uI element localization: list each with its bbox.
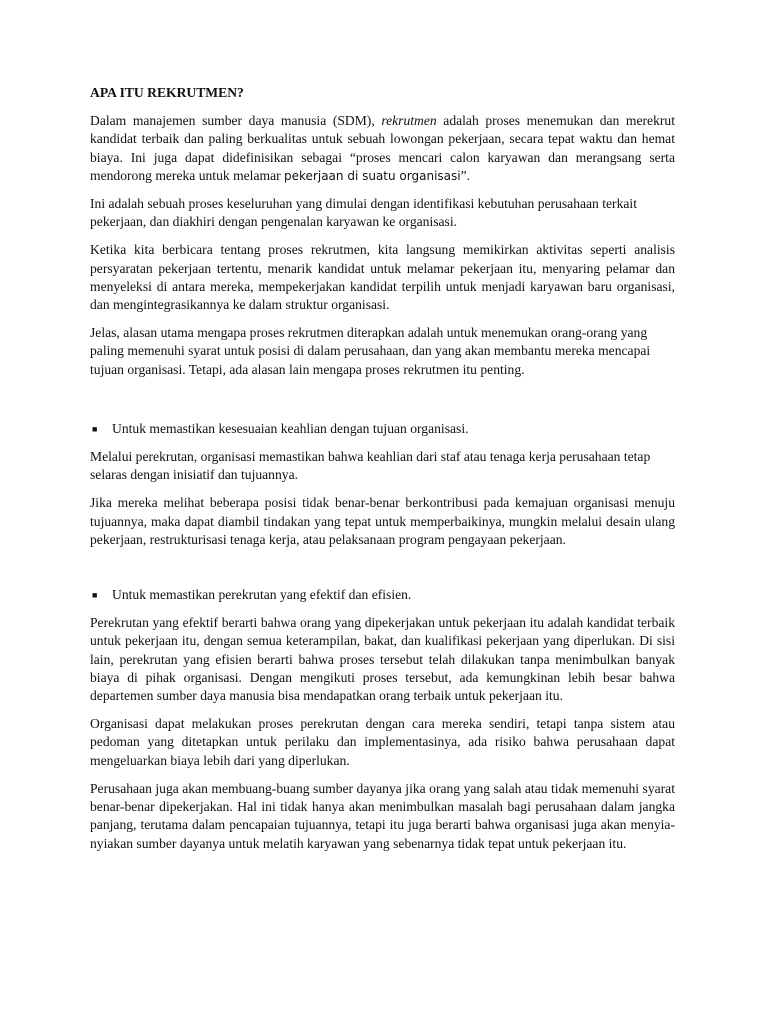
section-spacer xyxy=(90,389,675,420)
paragraph-8: Organisasi dapat melakukan proses perekrutan dengan cara mereka sendiri, tetapi tanpa sistem atau pedoman yang ditetapkan untuk perilaku dan implementasinya, ada risiko bahwa perusahaan dapat mengeluarkan biaya lebih dari yang diperlukan. xyxy=(90,716,675,768)
intro-paragraph xyxy=(90,112,675,185)
intro-sans-phrase: pekerjaan di suatu organisasi xyxy=(284,168,461,183)
square-bullet-icon: ■ xyxy=(92,423,98,434)
paragraph-6: Jika mereka melihat beberapa posisi tidak benar-benar berkontribusi pada kemajuan organisasi menuju tujuannya, maka dapat diambil tindakan yang tepat untuk memperbaikinya, mungkin melalui desain ulang pekerjaan, restrukturisasi tenaga kerja, atau pelaksanaan program pengayaan pekerjaan. xyxy=(90,495,675,547)
paragraph-3: Ketika kita berbicara tentang proses rekrutmen, kita langsung memikirkan aktivitas seperti analisis persyaratan pekerjaan tertentu, menarik kandidat untuk melamar pekerjaan itu, menyaring pelamar dan menyeleksi di antara mereka, mempekerjakan kandidat terpilih untuk menjadi karyawan baru organisasi, dan mengintegrasikannya ke dalam struktur organisasi. xyxy=(90,242,675,313)
paragraph-2: Ini adalah sebuah proses keseluruhan yang dimulai dengan identifikasi kebutuhan perusahaan terkait pekerjaan, dan diakhiri dengan pengenalan karyawan ke organisasi. xyxy=(90,196,637,230)
intro-italic-term: rekrutmen xyxy=(381,113,437,129)
paragraph-4: Jelas, alasan utama mengapa proses rekrutmen diterapkan adalah untuk menemukan orang-orang yang paling memenuhi syarat untuk posisi di dalam perusahaan, dan yang akan membantu mereka mencapai tujuan organisasi. Tetapi, ada alasan lain mengapa proses rekrutmen itu penting. xyxy=(90,325,651,377)
paragraph-5: Melalui perekrutan, organisasi memastikan bahwa keahlian dari staf atau tenaga kerja perusahaan tetap selaras dengan inisiatif dan tujuannya. xyxy=(90,449,651,483)
document-page xyxy=(90,84,675,863)
bullet-1-text: Untuk memastikan kesesuaian keahlian dengan tujuan organisasi. xyxy=(112,420,469,436)
intro-text-middle: adalah proses menemukan dan merekrut kandidat terbaik dan paling berkualitas untuk sebuah lowongan pekerjaan, secara tepat waktu dan hemat biaya. Ini juga dapat didefinisikan sebagai “proses mencari calon karyawan dan merangsang serta mendorong mereka untuk melamar xyxy=(90,113,675,183)
square-bullet-icon: ■ xyxy=(92,590,98,601)
paragraph-7: Perekrutan yang efektif berarti bahwa orang yang dipekerjakan untuk pekerjaan itu adalah kandidat terbaik untuk pekerjaan itu, dengan semua keterampilan, bakat, dan kualifikasi pekerjaan yang diperlukan. Di sisi lain, perekrutan yang efisien berarti bahwa proses tersebut telah dilakukan tanpa menimbulkan banyak biaya di pihak organisasi. Dengan mengikuti proses tersebut, ada kemungkinan lebih besar bahwa departemen sumber daya manusia bisa mendapatkan orang terbaik untuk pekerjaan itu. xyxy=(90,615,675,704)
document-title: APA ITU REKRUTMEN? xyxy=(90,85,244,100)
bullet-2-text: Untuk memastikan perekrutan yang efektif dan efisien. xyxy=(112,587,412,603)
bullet-item-1 xyxy=(90,420,675,438)
intro-text-before: Dalam manajemen sumber daya manusia (SDM), xyxy=(90,113,382,129)
bullet-item-2 xyxy=(90,586,675,604)
intro-text-after: ”. xyxy=(460,167,471,183)
section-spacer xyxy=(90,559,675,586)
paragraph-9: Perusahaan juga akan membuang-buang sumber dayanya jika orang yang salah atau tidak memenuhi syarat benar-benar dipekerjakan. Hal ini tidak hanya akan menimbulkan masalah bagi perusahaan dalam jangka panjang, terutama dalam pencapaian tujuannya, tetapi itu juga berarti bahwa organisasi juga akan menyia-nyiakan sumber dayanya untuk melatih karyawan yang sebenarnya tidak tepat untuk pekerjaan itu. xyxy=(90,780,675,851)
